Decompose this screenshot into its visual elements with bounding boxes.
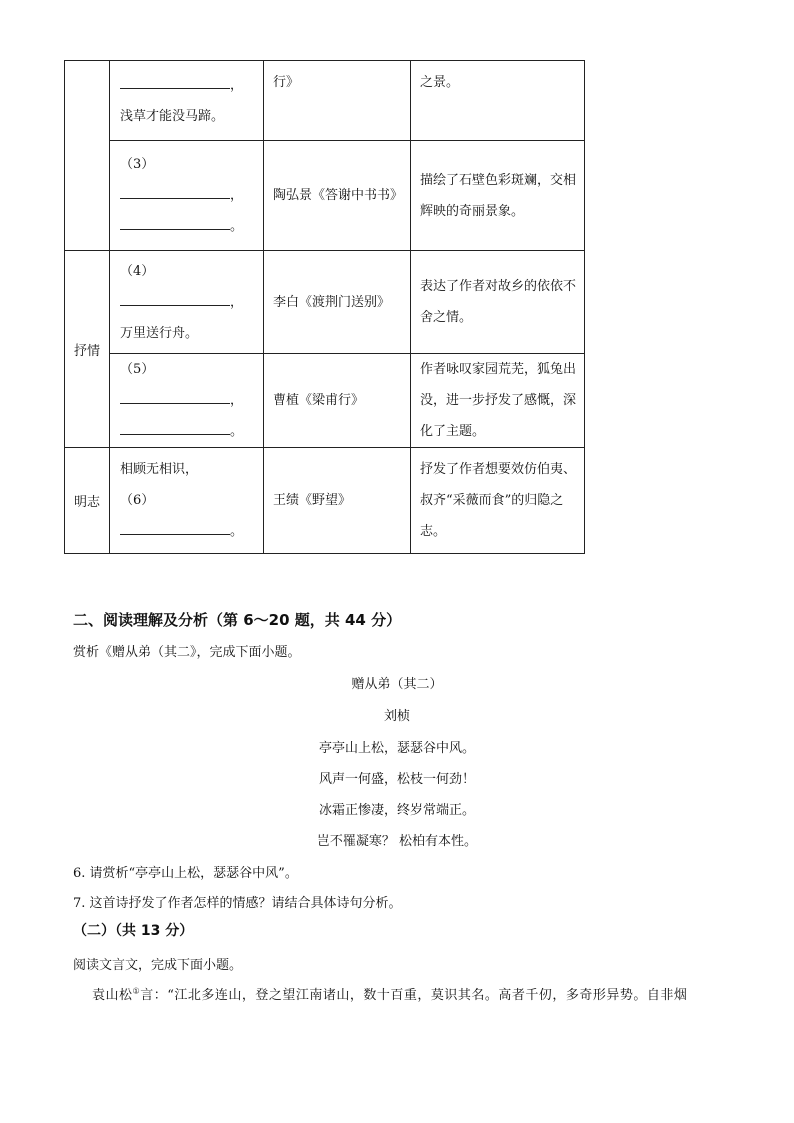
category-cell-blank [65, 61, 110, 251]
poem-line: 亭亭山上松，瑟瑟谷中风。 [318, 741, 475, 756]
source-cell: 曹植《梁甫行》 [264, 354, 411, 448]
table-row [65, 141, 585, 251]
classical-passage [92, 984, 687, 1003]
verse-line: 浅草才能没马蹄。 [120, 108, 225, 124]
source-cell: 李白《渡荆门送别》 [264, 251, 411, 354]
description-cell: 表达了作者对故乡的依依不舍之情。 [411, 251, 585, 354]
poem-line: 冰霜正惨凄，终岁常端正。 [318, 803, 475, 818]
footnote-marker[interactable]: ① [132, 986, 141, 996]
answer-blank[interactable] [120, 517, 230, 535]
verse-line: 。 [120, 211, 263, 242]
verse-cell [110, 448, 264, 554]
verse-line: 相顾无相识， [120, 462, 199, 477]
verse-line: ， [120, 385, 263, 416]
verse-line: （4） [120, 263, 155, 279]
verse-cell [110, 354, 264, 448]
verse-cell [110, 61, 264, 141]
poem-line: 岂不罹凝寒？ 松柏有本性。 [316, 834, 478, 849]
table-row [65, 61, 585, 141]
verse-line: 万里送行舟。 [120, 325, 199, 341]
part-instruction: 阅读文言文，完成下面小题。 [73, 958, 243, 973]
poetry-table [64, 60, 585, 554]
table-row [65, 251, 585, 354]
description-cell: 描绘了石壁色彩斑斓，交相辉映的奇丽景象。 [411, 141, 585, 251]
answer-blank[interactable] [120, 212, 230, 230]
verse-line: ， [120, 70, 263, 101]
poem-line: 风声一何盛，松枝一何劲！ [318, 772, 475, 787]
answer-blank[interactable] [120, 417, 230, 435]
part-title: （二）（共 13 分） [73, 923, 194, 939]
verse-line: ， [120, 180, 263, 211]
question-7: 7. 这首诗抒发了作者怎样的情感？请结合具体诗句分析。 [73, 896, 402, 911]
table-row [65, 354, 585, 448]
answer-blank[interactable] [120, 71, 230, 89]
description-cell: 抒发了作者想要效仿伯夷、叔齐“采薇而食”的归隐之志。 [411, 448, 585, 554]
verse-cell [110, 141, 264, 251]
section-title: 二、阅读理解及分析（第 6～20 题，共 44 分） [73, 611, 402, 629]
answer-blank[interactable] [120, 181, 230, 199]
verse-line: 。 [120, 516, 263, 547]
source-cell: 陶弘景《答谢中书书》 [264, 141, 411, 251]
passage-name: 袁山松 [92, 988, 133, 1003]
verse-line: （5） [120, 362, 155, 377]
verse-line: 。 [120, 416, 263, 447]
source-cell: 行》 [264, 61, 411, 141]
poem-author: 刘桢 [383, 709, 410, 724]
description-cell: 作者咏叹家园荒芜，狐兔出没，进一步抒发了感慨，深化了主题。 [411, 354, 585, 448]
verse-line: ， [120, 287, 263, 318]
section-instruction: 赏析《赠从弟（其二》，完成下面小题。 [73, 645, 301, 660]
description-cell: 之景。 [411, 61, 585, 141]
source-cell: 王绩《野望》 [264, 448, 411, 554]
answer-blank[interactable] [120, 288, 230, 306]
verse-cell [110, 251, 264, 354]
answer-blank[interactable] [120, 386, 230, 404]
poem-title: 赠从弟（其二） [351, 677, 443, 692]
passage-text: 言：“江北多连山，登之望江南诸山，数十百重，莫识其名。高者千仞，多奇形异势。自非烟 [140, 988, 688, 1003]
question-6: 6. 请赏析“亭亭山上松，瑟瑟谷中风”。 [73, 866, 298, 881]
verse-line: （6） [120, 493, 155, 508]
verse-line: （3） [120, 157, 155, 172]
category-cell: 抒情 [65, 251, 110, 448]
table-row [65, 448, 585, 554]
category-cell: 明志 [65, 448, 110, 554]
